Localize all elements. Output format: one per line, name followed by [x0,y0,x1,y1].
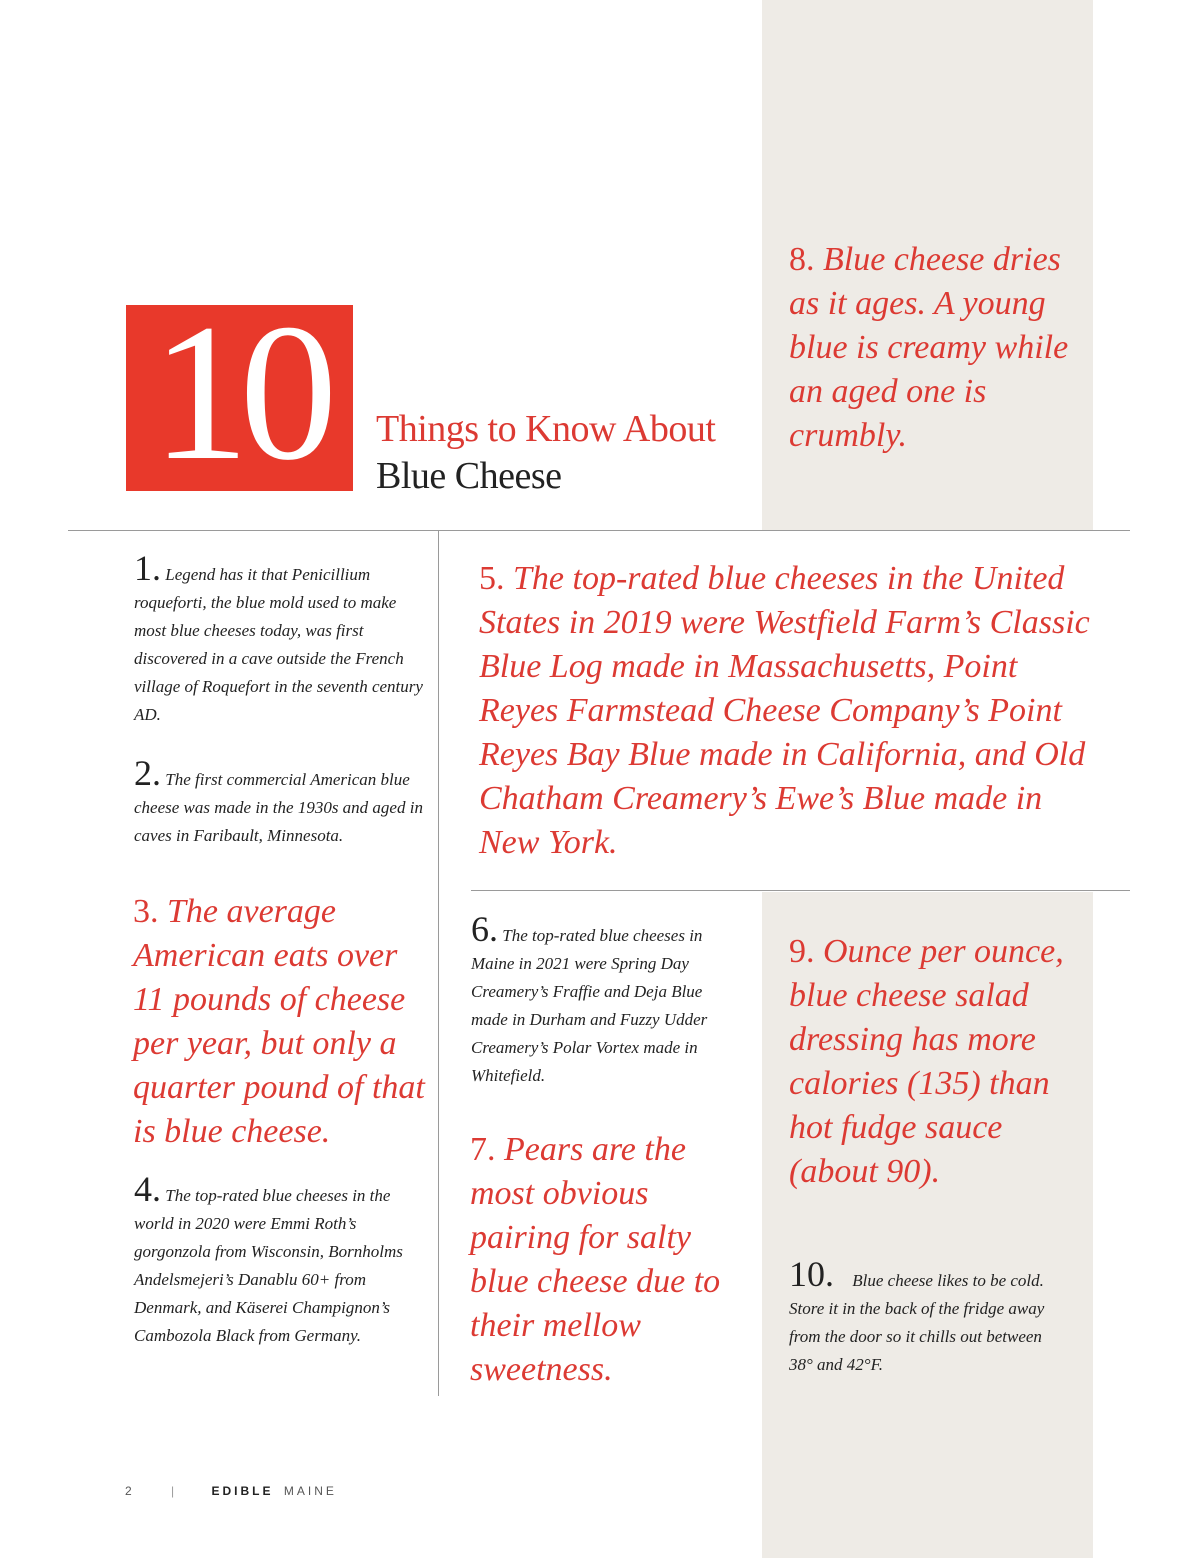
fact-9-text: Ounce per ounce, blue cheese salad dressing has more calories (135) than hot fudge sauce (about 90). [789,933,1064,1190]
title-line-2: Blue Cheese [376,455,562,497]
footer-brand-bold: EDIBLE [211,1484,274,1498]
fact-10-number: 10. [789,1254,834,1294]
fact-7-text: Pears are the most obvious pairing for salty blue cheese due to their mellow sweetness. [470,1131,721,1388]
footer-separator: | [171,1484,178,1498]
fact-3 [133,890,433,1154]
fact-5-text: The top-rated blue cheeses in the United States in 2019 were Westfield Farm’s Classic Blue Log made in Massachusetts, Point Reyes Farmstead Cheese Company’s Point Reyes Bay Blue made in California, and Old Chatham Creamery’s Ewe’s Blue made in New York. [479,560,1090,861]
fact-4 [134,1169,409,1350]
footer-brand-light: MAINE [283,1484,337,1498]
fact-1-text: Legend has it that Penicillium roqueforti, the blue mold used to make most blue cheeses today, was first discovered in a cave outside the French village of Roquefort in the seventh century AD. [134,565,423,724]
fact-6-text: The top-rated blue cheeses in Maine in 2021 were Spring Day Creamery’s Fraffie and Deja Blue made in Durham and Fuzzy Udder Creamery’s Polar Vortex made in Whitefield. [471,926,708,1085]
number-badge [126,305,353,491]
fact-7 [470,1128,730,1392]
badge-number: 10 [151,305,328,491]
fact-4-text: The top-rated blue cheeses in the world in 2020 were Emmi Roth’s gorgonzola from Wisconsin, Bornholms Andelsmejeri’s Danablu 60+ from Denmark, and Käserei Champignon’s Cambozola Black from Germany. [134,1186,403,1345]
divider-vertical-left [438,531,439,1396]
fact-3-text: The average American eats over 11 pounds of cheese per year, but only a quarter pound of that is blue cheese. [133,893,425,1150]
page-number: 2 [125,1484,135,1498]
divider-horizontal-middle [471,890,1130,891]
fact-8-number: 8. [789,241,815,278]
fact-4-number: 4. [134,1169,161,1209]
fact-6-number: 6. [471,909,498,949]
divider-horizontal-top [68,530,1130,531]
title-line-1: Things to Know About [376,408,716,450]
fact-10 [789,1254,1049,1379]
fact-2 [134,753,434,850]
fact-9-number: 9. [789,933,815,970]
footer [125,1484,337,1498]
fact-5 [479,557,1104,865]
fact-2-text: The first commercial American blue cheese was made in the 1930s and aged in caves in Faribault, Minnesota. [134,770,423,845]
fact-1 [134,548,424,729]
fact-7-number: 7. [470,1131,496,1168]
fact-8 [789,238,1085,458]
fact-10-text: Blue cheese likes to be cold. Store it in the back of the fridge away from the door so it chills out between 38° and 42°F. [789,1271,1045,1374]
fact-6 [471,909,731,1090]
fact-3-number: 3. [133,893,159,930]
fact-9 [789,930,1079,1194]
fact-5-number: 5. [479,560,505,597]
fact-2-number: 2. [134,753,161,793]
fact-1-number: 1. [134,548,161,588]
fact-8-text: Blue cheese dries as it ages. A young blue is creamy while an aged one is crumbly. [789,241,1069,454]
